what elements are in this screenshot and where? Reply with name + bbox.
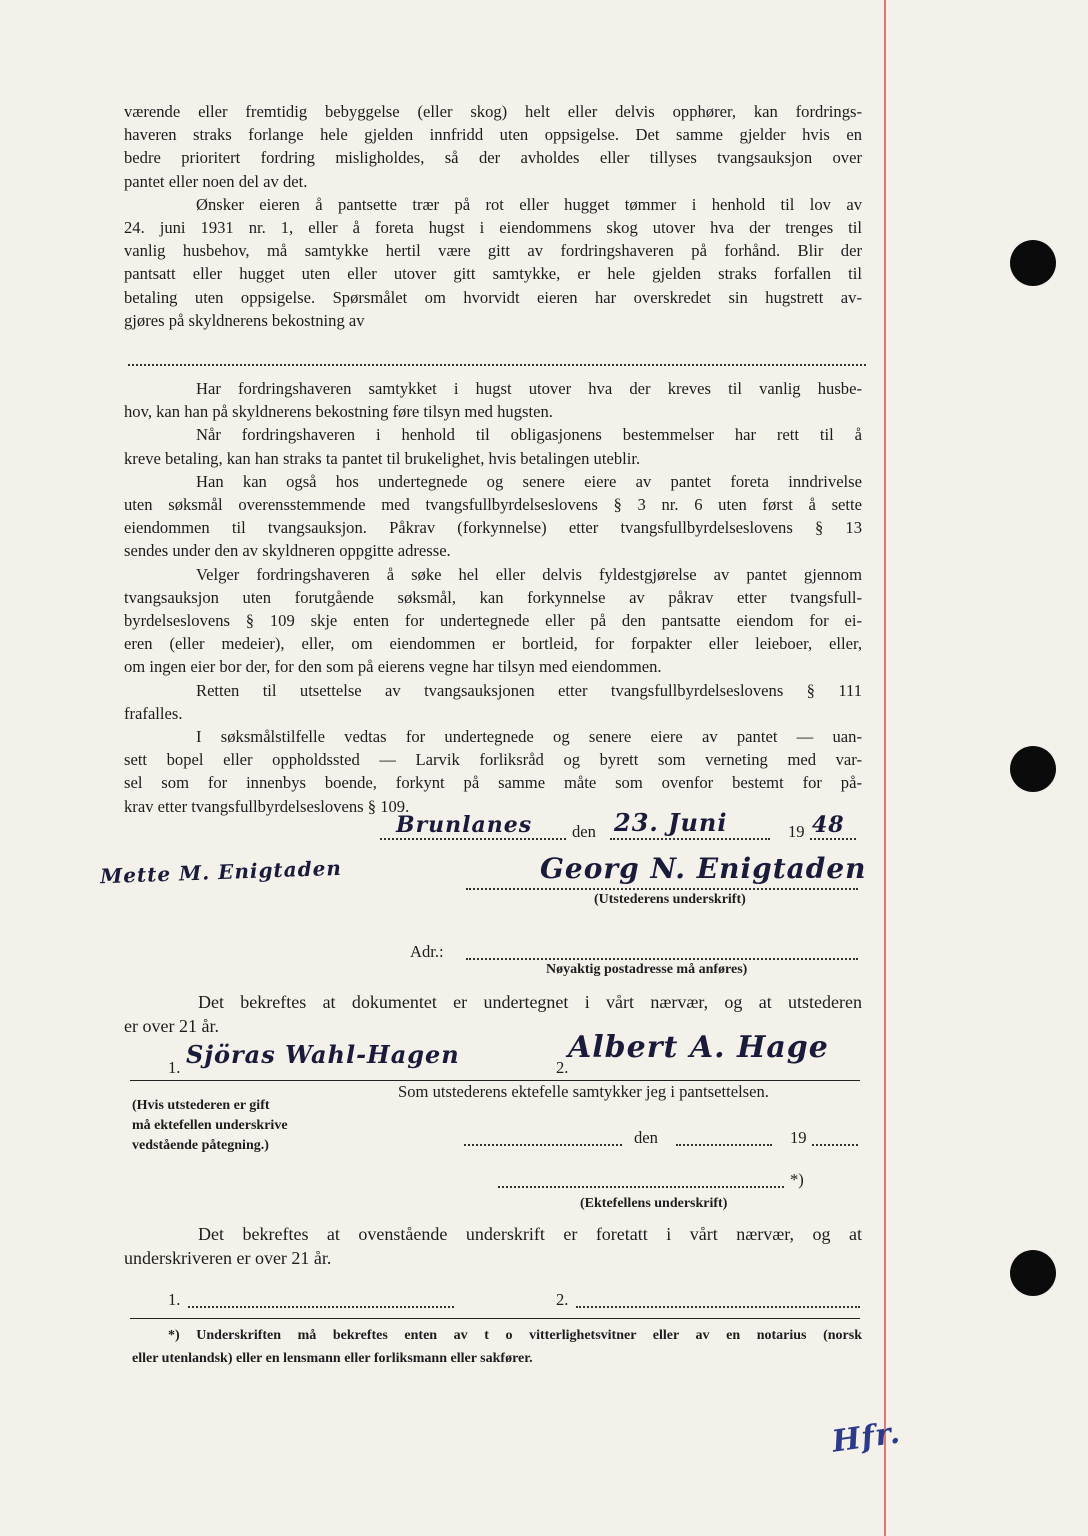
witness-1-signature: Sjöras Wahl-Hagen [186, 1040, 460, 1069]
text-line: vanlig husbehov, må samtykke hertil være gitt av fordringshaveren på forhånd. Blir der [124, 241, 862, 261]
spouse-note-line: må ektefellen underskrive [132, 1118, 288, 1133]
text-line: er over 21 år. [124, 1016, 219, 1036]
body-text-top [124, 100, 862, 332]
date-handwritten: 23. Juni [614, 808, 728, 837]
witness-2-label: 2. [556, 1058, 569, 1077]
second-1-line [188, 1306, 454, 1308]
paragraph [124, 423, 862, 469]
year-prefix: 19 [788, 822, 805, 841]
witness-2-signature: Albert A. Hage [568, 1030, 829, 1065]
place-dotted-line [380, 838, 566, 840]
spouse-den-label: den [634, 1128, 658, 1147]
punch-hole [1010, 1250, 1056, 1296]
second-statement [124, 1222, 862, 1270]
spouse-note-line: vedstående påtegning.) [132, 1138, 269, 1153]
year-dotted-line [810, 838, 856, 840]
red-margin-line [884, 0, 886, 1536]
text-line: gjøres på skyldnerens bekostning av [124, 310, 365, 330]
text-line: Det bekreftes at ovenstående underskrift er foretatt i vårt nærvær, og at [198, 1224, 862, 1244]
witness-rule [398, 1080, 860, 1081]
spouse-year-line [812, 1144, 858, 1146]
text-line: sett bopel eller oppholdssted — Larvik forliksråd og byrett som verneting med var- [124, 750, 862, 770]
spouse-signature-line [498, 1186, 784, 1188]
text-line: uten søksmål overensstemmende med tvangsfullbyrdelseslovens § 3 nr. 6 uten først å sette [124, 495, 862, 515]
footnote-line: eller utenlandsk) eller en lensmann eller forliksmann eller sakfører. [132, 1351, 533, 1366]
spouse-year-prefix: 19 [790, 1128, 807, 1147]
footnote-rule [130, 1318, 860, 1319]
second-1-label: 1. [168, 1290, 181, 1309]
witness-1-label: 1. [168, 1058, 181, 1077]
body-text-bottom [124, 377, 862, 818]
text-line: underskriveren er over 21 år. [124, 1248, 332, 1268]
text-line: Han kan også hos undertegnede og senere eiere av pantet foreta inndrivelse [196, 471, 862, 491]
year-handwritten: 48 [812, 812, 845, 838]
issuer-signature-line [466, 888, 858, 890]
punch-hole [1010, 746, 1056, 792]
text-line: tvangsauksjon uten forutgående søksmål, kan forkynnelse av påkrav etter tvangsfull- [124, 587, 862, 607]
text-line: eren (eller medeier), eller, om eiendommen er bortleid, for forpakter eller leieboer, eller, [124, 634, 862, 654]
punch-hole [1010, 240, 1056, 286]
text-line: kreve betaling, kan han straks ta pantet til brukelighet, hvis betalingen uteblir. [124, 448, 641, 468]
text-line: om ingen eier bor der, for den som på eierens vegne har tilsyn med eiendommen. [124, 657, 662, 677]
spouse-asterisk: *) [790, 1170, 804, 1189]
paragraph [124, 100, 862, 193]
spouse-place-line [464, 1144, 622, 1146]
paragraph [124, 679, 862, 725]
left-signature-handwritten: Mette M. Enigtaden [99, 855, 343, 889]
initials-handwritten: Hfr. [829, 1415, 903, 1460]
address-dotted-line [466, 958, 858, 960]
spouse-consent: Som utstederens ektefelle samtykker jeg i pantsettelsen. [398, 1082, 769, 1101]
paragraph [124, 193, 862, 332]
footnote [132, 1324, 862, 1370]
text-line: haveren straks forlange hele gjelden innfridd uten oppsigelse. Det samme gjelder hvis en [124, 125, 862, 145]
text-line: 24. juni 1931 nr. 1, eller å foreta hugst i eiendommens skog utover hva der trenges til [124, 218, 862, 238]
address-caption: Nøyaktig postadresse må anføres) [546, 962, 748, 977]
place-handwritten: Brunlanes [396, 812, 533, 838]
text-line: Har fordringshaveren samtykket i hugst utover hva der kreves til vanlig husbe- [196, 379, 862, 398]
text-line: Ønsker eieren å pantsette trær på rot eller hugget tømmer i henhold til lov av [196, 194, 862, 214]
text-line: Retten til utsettelse av tvangsauksjonen etter tvangsfullbyrdelseslovens § 111 [196, 680, 862, 700]
second-2-line [576, 1306, 860, 1308]
spouse-date-line [676, 1144, 772, 1146]
text-line: Når fordringshaveren i henhold til obligasjonens bestemmelser har rett til å [196, 425, 862, 445]
text-line: I søksmålstilfelle vedtas for undertegnede og senere eiere av pantet — uan- [196, 727, 862, 747]
date-dotted-line [610, 838, 770, 840]
text-line: eiendommen til tvangsauksjon. Påkrav (forkynnelse) etter tvangsfullbyrdelseslovens § 13 [124, 518, 862, 538]
address-label: Adr.: [410, 942, 444, 961]
witness-rule [130, 1080, 398, 1081]
text-line: Velger fordringshaveren å søke hel eller delvis fyldestgjørelse av pantet gjennom [196, 564, 862, 584]
text-line: sel som for innenbys boende, forkynt på samme måte som ovenfor bestemt for på- [124, 773, 862, 793]
issuer-signature-handwritten: Georg N. Enigtaden [540, 852, 867, 885]
spouse-caption: (Ektefellens underskrift) [580, 1196, 728, 1211]
text-line: Det bekreftes at dokumentet er undertegnet i vårt nærvær, og at utstederen [198, 992, 862, 1012]
paragraph [124, 470, 862, 563]
text-line: pantsatt eller hugget uten eller utover gitt samtykke, er hele gjelden straks forfallen til [124, 264, 862, 284]
text-line: værende eller fremtidig bebyggelse (eller skog) helt eller delvis opphører, kan fordrings- [124, 102, 862, 121]
paragraph [124, 377, 862, 423]
text-line: sendes under den av skyldneren oppgitte adresse. [124, 541, 451, 561]
date-den-label: den [572, 822, 596, 841]
blank-dotted-line [128, 358, 866, 366]
footnote-line: *) Underskriften må bekreftes enten av t o vitterlighetsvitner eller av en notarius (norsk [168, 1328, 862, 1343]
text-line: hov, kan han på skyldnerens bekostning føre tilsyn med hugsten. [124, 402, 553, 422]
spouse-note-line: (Hvis utstederen er gift [132, 1098, 270, 1113]
text-line: bedre prioritert fordring misligholdes, så der avholdes eller tillyses tvangsauksjon over [124, 148, 862, 168]
text-line: krav etter tvangsfullbyrdelseslovens § 109. [124, 796, 410, 816]
issuer-caption: (Utstederens underskrift) [594, 892, 746, 907]
second-2-label: 2. [556, 1290, 569, 1309]
spouse-note [132, 1096, 288, 1156]
text-line: pantet eller noen del av det. [124, 171, 308, 191]
paragraph [124, 725, 862, 818]
text-line: frafalles. [124, 703, 183, 723]
text-line: betaling uten oppsigelse. Spørsmålet om hvorvidt eieren har overskredet sin hugstrett av- [124, 287, 862, 307]
paragraph [124, 563, 862, 679]
text-line: byrdelseslovens § 109 skje enten for undertegnede eller på den pantsatte eiendom for ei- [124, 611, 862, 631]
